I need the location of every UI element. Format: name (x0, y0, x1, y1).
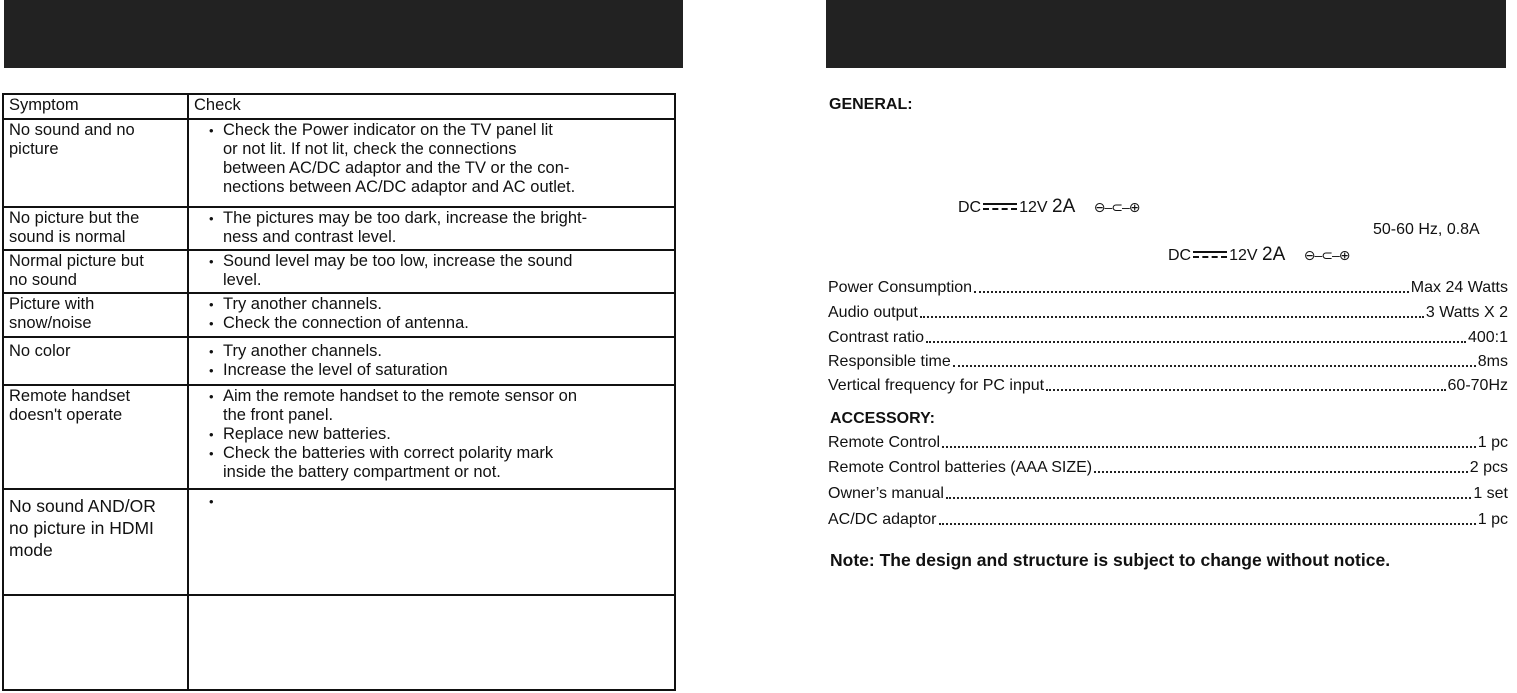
dotted-leader (953, 365, 1476, 367)
check-text: Sound level may be too low, increase the sound level. (223, 252, 573, 289)
accessory-heading: ACCESSORY: (830, 410, 935, 427)
accessory-quantity: 1 pc (1477, 511, 1508, 528)
bullet-icon: • (209, 297, 214, 312)
check-item (209, 314, 669, 333)
accessory-label: AC/DC adaptor (828, 511, 937, 528)
spec-row (828, 349, 1508, 371)
dotted-leader (942, 446, 1476, 448)
dotted-leader (1046, 389, 1445, 391)
polarity-icon: ⊖–⊂–⊕ (1303, 247, 1350, 263)
spec-value: 400:1 (1467, 329, 1508, 346)
bullet-icon: • (209, 254, 214, 269)
dc-voltage: 12V (1019, 199, 1048, 216)
dc-output-spec (1168, 245, 1350, 266)
table-header-row (4, 95, 674, 118)
check-item (209, 444, 669, 482)
dc-current: 2A (1262, 244, 1286, 265)
spec-label: Power Consumption (828, 279, 973, 296)
spec-row (828, 275, 1508, 297)
accessory-quantity: 2 pcs (1469, 459, 1508, 476)
check-text: Try another channels. (223, 342, 382, 360)
bullet-icon: • (209, 211, 214, 226)
symptom-cell: No sound and no picture (9, 121, 135, 158)
check-text: Check the batteries with correct polarity mark inside the battery compartment or not. (223, 444, 554, 481)
check-text: Aim the remote handset to the remote sensor on the front panel. (223, 387, 578, 424)
check-text: Check the Power indicator on the TV panel lit or not lit. If not lit, check the connections between AC/DC adaptor and the TV or the con- nections between AC/DC adaptor and AC outlet. (223, 121, 576, 196)
dc-symbol-icon (983, 203, 1017, 213)
table-row (4, 594, 674, 691)
check-text: Replace new batteries. (223, 425, 391, 443)
accessory-label: Remote Control batteries (AAA SIZE) (828, 459, 1093, 476)
check-cell (209, 387, 669, 482)
check-cell (209, 252, 669, 290)
check-cell (209, 121, 669, 197)
symptom-cell: No sound AND/OR no picture in HDMI mode (9, 496, 156, 560)
symptom-cell: Normal picture but no sound (9, 252, 144, 289)
specifications-section (826, 80, 1516, 680)
table-row (4, 206, 674, 249)
check-text: Check the connection of antenna. (223, 314, 469, 332)
polarity-icon: ⊖–⊂–⊕ (1093, 199, 1140, 215)
dc-symbol-icon (1193, 251, 1227, 261)
accessory-row (828, 481, 1508, 503)
check-item (209, 121, 669, 197)
check-text: Try another channels. (223, 295, 382, 313)
dc-current: 2A (1052, 196, 1076, 217)
bullet-icon: • (209, 344, 214, 359)
ac-frequency: 50-60 Hz, 0.8A (1373, 221, 1480, 238)
symptom-cell: Picture with snow/noise (9, 295, 95, 332)
symptom-column-header: Symptom (9, 96, 79, 114)
accessory-quantity: 1 set (1473, 485, 1508, 502)
spec-label: Vertical frequency for PC input (828, 377, 1045, 394)
bullet-icon: • (209, 316, 214, 331)
check-column-header: Check (194, 96, 241, 114)
spec-value: 8ms (1477, 353, 1508, 370)
spec-label: Responsible time (828, 353, 951, 370)
accessory-row (828, 455, 1508, 477)
disclaimer-note: Note: The design and structure is subject to change without notice. (830, 550, 1391, 570)
dc-label: DC (1168, 247, 1192, 264)
general-heading: GENERAL: (829, 96, 913, 113)
bullet-icon: • (209, 427, 214, 442)
dotted-leader (1094, 471, 1468, 473)
spec-value: Max 24 Watts (1410, 279, 1508, 296)
spec-row (828, 373, 1508, 395)
table-row (4, 384, 674, 488)
accessory-row (828, 507, 1508, 529)
table-row (4, 488, 674, 594)
check-item (209, 361, 669, 380)
check-cell (209, 342, 669, 380)
spec-value: 60-70Hz (1447, 377, 1508, 394)
troubleshooting-table (2, 93, 676, 691)
dc-label: DC (958, 199, 982, 216)
spec-value: 3 Watts X 2 (1425, 304, 1508, 321)
bullet-icon: • (209, 123, 214, 138)
check-item (209, 342, 669, 361)
check-item (209, 209, 669, 247)
dotted-leader (920, 316, 1424, 318)
dotted-leader (926, 341, 1466, 343)
bullet-icon: • (209, 389, 214, 404)
table-row (4, 118, 674, 206)
accessory-label: Owner’s manual (828, 485, 944, 502)
symptom-cell: No color (9, 342, 71, 360)
check-cell (209, 295, 669, 333)
table-row (4, 249, 674, 292)
accessory-label: Remote Control (828, 434, 941, 451)
bullet-icon: • (209, 363, 214, 378)
check-text: The pictures may be too dark, increase the bright- ness and contrast level. (223, 209, 588, 246)
right-page-header-bar (826, 0, 1506, 68)
check-item (209, 387, 669, 425)
dotted-leader (946, 497, 1471, 499)
dc-input-spec (958, 197, 1140, 218)
check-item (209, 295, 669, 314)
accessory-quantity: 1 pc (1477, 434, 1508, 451)
bullet-icon: • (209, 494, 214, 509)
check-text: Increase the level of saturation (223, 361, 448, 379)
spec-label: Audio output (828, 304, 918, 321)
accessory-row (828, 430, 1508, 452)
table-row (4, 292, 674, 336)
dotted-leader (939, 523, 1476, 525)
dc-voltage: 12V (1229, 247, 1258, 264)
table-row (4, 336, 674, 384)
symptom-cell: No picture but the sound is normal (9, 209, 140, 246)
left-page-header-bar (4, 0, 683, 68)
check-cell (209, 209, 669, 247)
bullet-icon: • (209, 446, 214, 461)
spec-label: Contrast ratio (828, 329, 925, 346)
spec-row (828, 300, 1508, 322)
check-item (209, 252, 669, 290)
check-item (209, 425, 669, 444)
dotted-leader (974, 291, 1409, 293)
spec-row (828, 325, 1508, 347)
symptom-cell: Remote handset doesn't operate (9, 387, 131, 424)
